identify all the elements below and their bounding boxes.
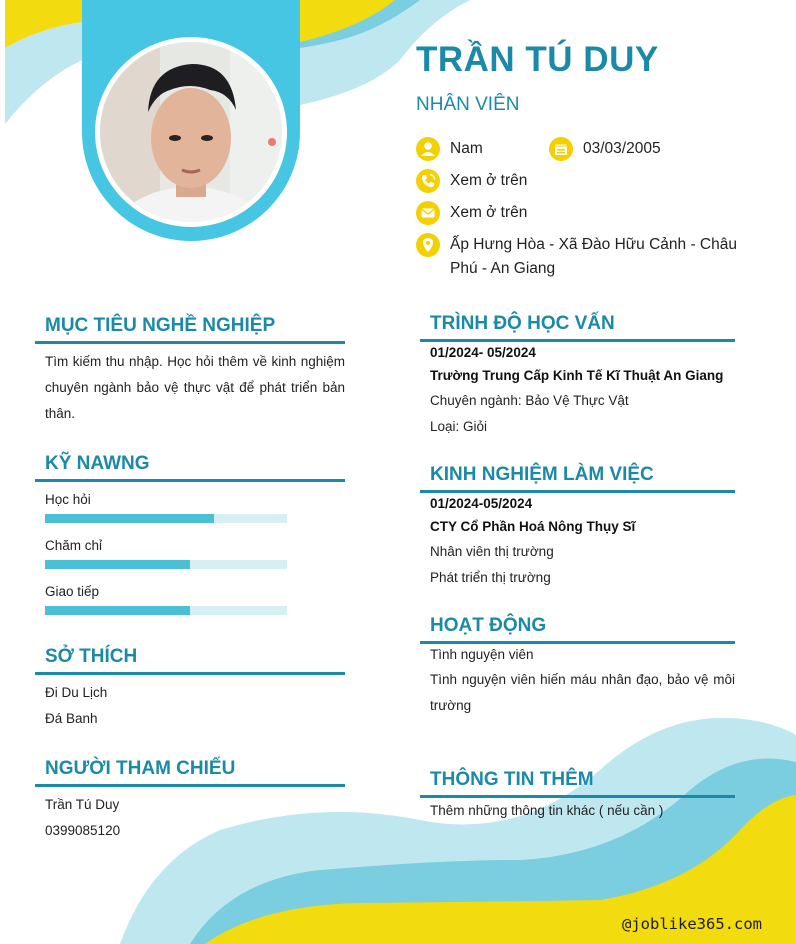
skill-bar-track [45, 560, 287, 569]
references-title: NGƯỜI THAM CHIẾU [45, 758, 236, 779]
career-goal-text: Tìm kiếm thu nhập. Học hỏi thêm về kinh nghiệm chuyên ngành bảo vệ thực vật để phát triển bản thân. [45, 354, 345, 421]
hobbies-title: SỞ THÍCH [45, 646, 138, 667]
skill-bar-track [45, 514, 287, 523]
phone-value: Xem ở trên [450, 172, 528, 189]
career-goal-divider [35, 341, 345, 344]
experience-company: CTY Cổ Phần Hoá Nông Thụy Sĩ [430, 519, 636, 534]
reference-name: Trần Tú Duy [45, 797, 120, 812]
extra-info-text: Thêm những thông tin khác ( nếu cần ) [430, 803, 664, 818]
extra-info-title: THÔNG TIN THÊM [430, 769, 594, 790]
hobbies-divider [35, 672, 345, 675]
gender-value: Nam [450, 140, 483, 157]
calendar-icon [549, 137, 573, 161]
watermark: @joblike365.com [622, 915, 762, 933]
education-grade: Loại: Giỏi [430, 419, 488, 434]
skills-title: KỸ NAWNG [45, 453, 150, 474]
career-goal-title: MỤC TIÊU NGHỀ NGHIỆP [45, 315, 276, 336]
phone-icon [416, 169, 440, 193]
hobby-item: Đi Du Lịch [45, 685, 108, 700]
skill-bar-fill [45, 560, 190, 569]
experience-line: Phát triển thị trường [430, 570, 551, 585]
skill-bar-fill [45, 606, 190, 615]
job-position: NHÂN VIÊN [416, 94, 520, 115]
activity-line: Tình nguyện viên [430, 647, 534, 662]
skills-divider [35, 479, 345, 482]
skill-label: Giao tiếp [45, 584, 100, 599]
experience-title: KINH NGHIỆM LÀM VIỆC [430, 464, 654, 485]
birthdate-value: 03/03/2005 [583, 140, 661, 157]
activities-title: HOẠT ĐỘNG [430, 615, 547, 636]
experience-line: Nhân viên thị trường [430, 544, 554, 559]
location-pin-icon [416, 233, 440, 257]
person-icon [416, 137, 440, 161]
skill-label: Chăm chỉ [45, 538, 103, 553]
skill-bar-track [45, 606, 287, 615]
education-major: Chuyên ngành: Bảo Vệ Thực Vật [430, 393, 629, 408]
hobby-item: Đá Banh [45, 711, 98, 726]
education-school: Trường Trung Cấp Kinh Tế Kĩ Thuật An Giang [430, 368, 724, 383]
education-title: TRÌNH ĐỘ HỌC VẤN [430, 313, 615, 334]
reference-phone: 0399085120 [45, 823, 121, 838]
email-value: Xem ở trên [450, 204, 528, 221]
skill-label: Học hỏi [45, 492, 91, 507]
address-value: Ấp Hưng Hòa - Xã Đào Hữu Cảnh - Châu Phú - An Giang [450, 236, 737, 277]
email-icon [416, 201, 440, 225]
candidate-name: TRẦN TÚ DUY [416, 40, 659, 79]
references-divider [35, 784, 345, 787]
experience-period: 01/2024-05/2024 [430, 496, 533, 511]
profile-photo [100, 42, 282, 222]
skill-bar-fill [45, 514, 214, 523]
education-period: 01/2024- 05/2024 [430, 345, 536, 360]
activity-line: Tình nguyện viên hiến máu nhân đạo, bảo vệ môi trường [430, 672, 735, 713]
